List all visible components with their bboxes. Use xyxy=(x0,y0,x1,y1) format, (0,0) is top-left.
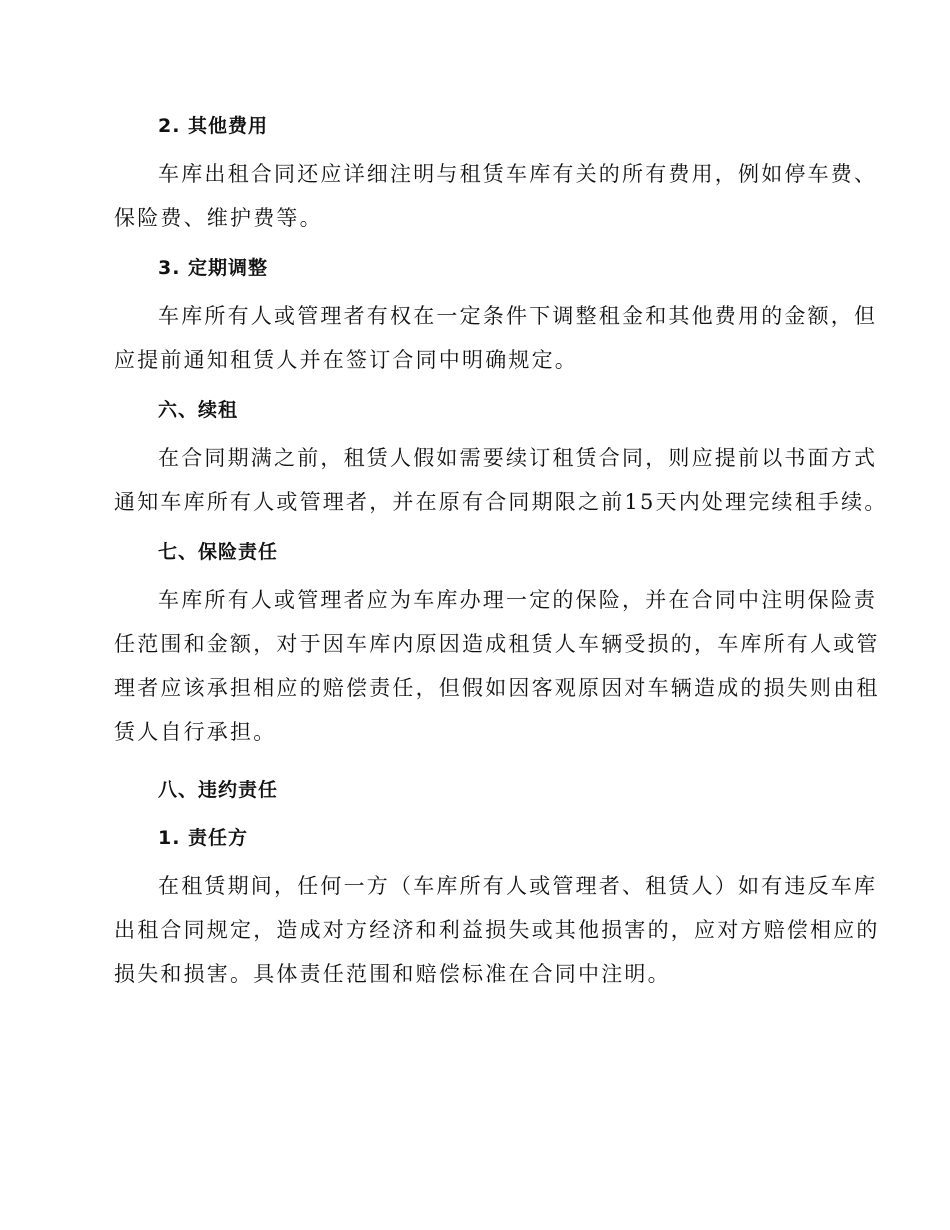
section-heading-insurance-liability: 七、保险责任 xyxy=(158,541,279,563)
paragraph-line: 保险费、维护费等。 xyxy=(114,206,323,230)
section-heading-other-fees: 2. 其他费用 xyxy=(158,115,269,137)
section-heading-breach-liability: 八、违约责任 xyxy=(158,779,279,801)
section-heading-responsible-party: 1. 责任方 xyxy=(158,827,249,849)
paragraph-line: 赁人自行承担。 xyxy=(114,720,277,744)
paragraph-line: 在租赁期间，任何一方（车库所有人或管理者、租赁人）如有违反车库 xyxy=(158,874,878,898)
paragraph-line: 任范围和金额，对于因车库内原因造成租赁人车辆受损的，车库所有人或管 xyxy=(114,632,880,656)
section-heading-renewal: 六、续租 xyxy=(158,399,239,421)
paragraph-line: 损失和损害。具体责任范围和赔偿标准在合同中注明。 xyxy=(114,962,671,986)
paragraph-line: 车库所有人或管理者应为车库办理一定的保险，并在合同中注明保险责 xyxy=(158,588,878,612)
paragraph-line: 应提前通知租赁人并在签订合同中明确规定。 xyxy=(114,348,578,372)
paragraph-line: 出租合同规定，造成对方经济和利益损失或其他损害的，应对方赔偿相应的 xyxy=(114,918,880,942)
paragraph-line: 通知车库所有人或管理者，并在原有合同期限之前15天内处理完续租手续。 xyxy=(114,490,888,514)
document-body xyxy=(114,104,888,1002)
paragraph-responsible-party xyxy=(114,864,880,996)
paragraph-periodic-adjustment xyxy=(114,294,878,382)
paragraph-line: 车库所有人或管理者有权在一定条件下调整租金和其他费用的金额，但 xyxy=(158,304,878,328)
paragraph-other-fees xyxy=(114,152,878,240)
paragraph-line: 在合同期满之前，租赁人假如需要续订租赁合同，则应提前以书面方式 xyxy=(158,446,878,470)
paragraph-renewal xyxy=(114,436,888,524)
paragraph-insurance-liability xyxy=(114,578,880,754)
paragraph-line: 理者应该承担相应的赔偿责任，但假如因客观原因对车辆造成的损失则由租 xyxy=(114,676,880,700)
paragraph-line: 车库出租合同还应详细注明与租赁车库有关的所有费用，例如停车费、 xyxy=(158,162,878,186)
section-heading-periodic-adjustment: 3. 定期调整 xyxy=(158,257,269,279)
